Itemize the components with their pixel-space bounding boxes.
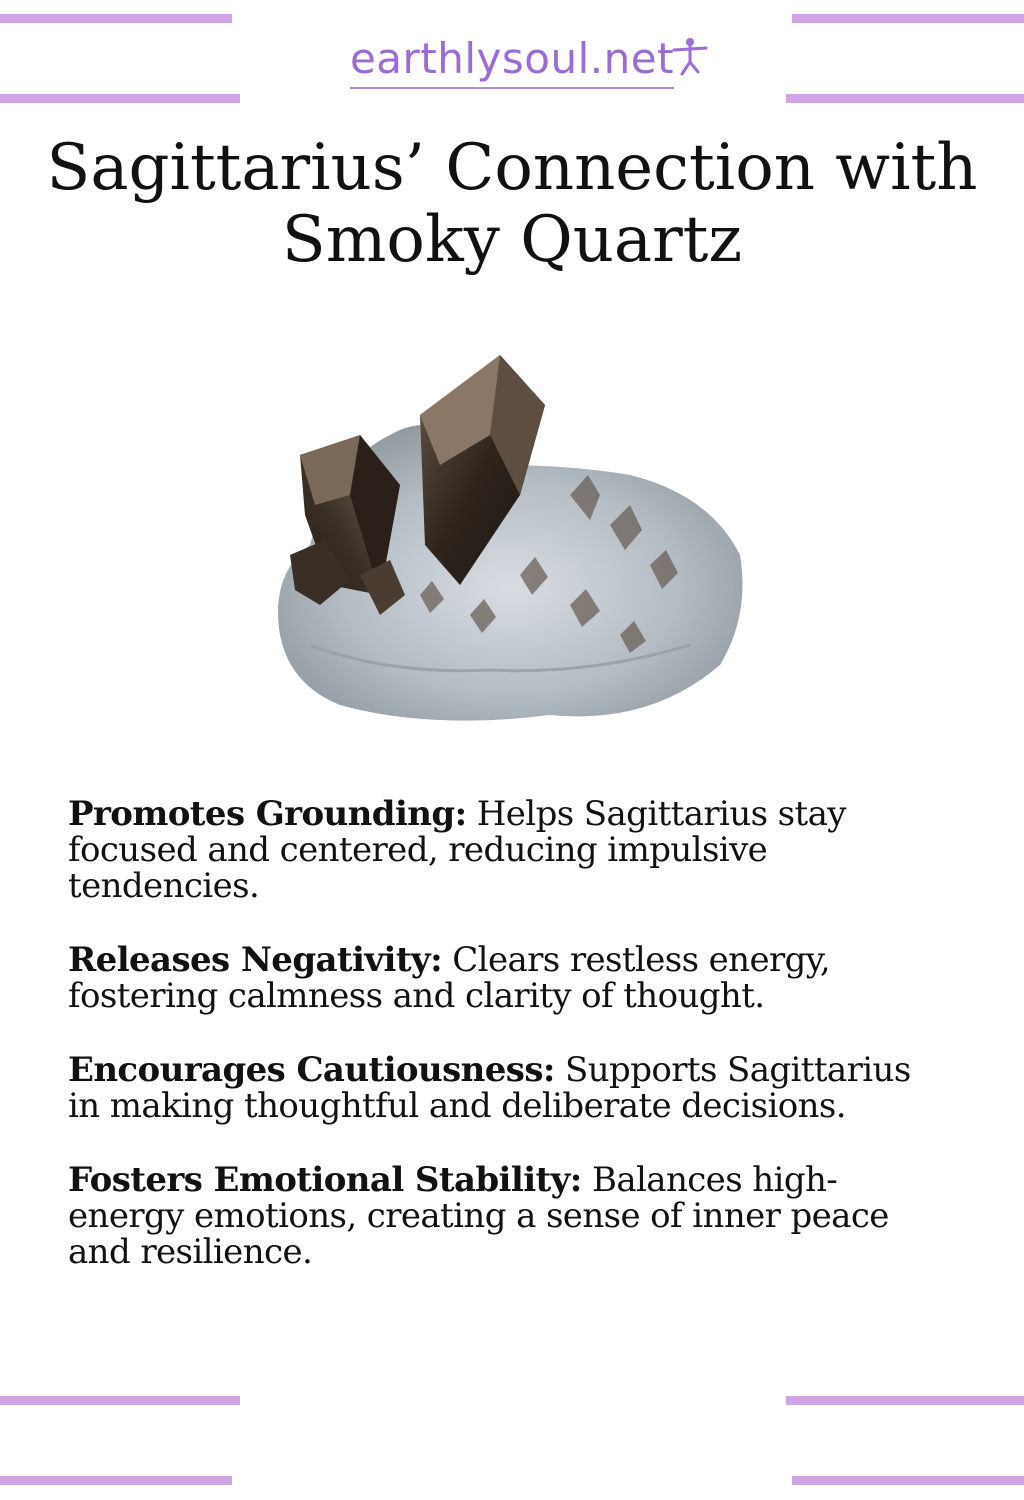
yoga-figure-icon xyxy=(672,36,708,76)
top-right-bar-lower xyxy=(786,94,1024,103)
top-left-bar-lower xyxy=(0,94,240,103)
point-text: Balances high-energy emotions, creating a sense of inner peace and resilience. xyxy=(68,1160,889,1272)
point-heading: Promotes Grounding: xyxy=(68,794,467,834)
bottom-right-bar-lower xyxy=(792,1476,1024,1485)
benefits-list xyxy=(68,796,948,1308)
point-text: Supports Sagittarius in making thoughtful and deliberate decisions. xyxy=(68,1050,911,1126)
point-text: Clears restless energy, fostering calmness and clarity of thought. xyxy=(68,940,831,1016)
list-item xyxy=(68,796,948,904)
top-right-bar-upper xyxy=(792,14,1024,23)
point-text: Helps Sagittarius stay focused and centered, reducing impulsive tendencies. xyxy=(68,794,846,906)
point-heading: Fosters Emotional Stability: xyxy=(68,1160,582,1200)
logo-text: earthlysoul.net xyxy=(349,34,675,83)
bottom-left-bar-upper xyxy=(0,1396,240,1405)
list-item xyxy=(68,1162,948,1270)
point-heading: Releases Negativity: xyxy=(68,940,443,980)
page-title xyxy=(0,132,1024,276)
list-item xyxy=(68,1052,948,1124)
smoky-quartz-image xyxy=(270,345,750,735)
point-heading: Encourages Cautiousness: xyxy=(68,1050,555,1090)
site-logo[interactable] xyxy=(0,34,1024,89)
bottom-left-bar-lower xyxy=(0,1476,232,1485)
title-line-1: Sagittarius’ Connection with xyxy=(46,131,978,205)
smoky-quartz-crystal-illustration xyxy=(270,345,750,735)
bottom-right-bar-upper xyxy=(786,1396,1024,1405)
list-item xyxy=(68,942,948,1014)
title-line-2: Smoky Quartz xyxy=(281,203,743,277)
top-left-bar-upper xyxy=(0,14,232,23)
